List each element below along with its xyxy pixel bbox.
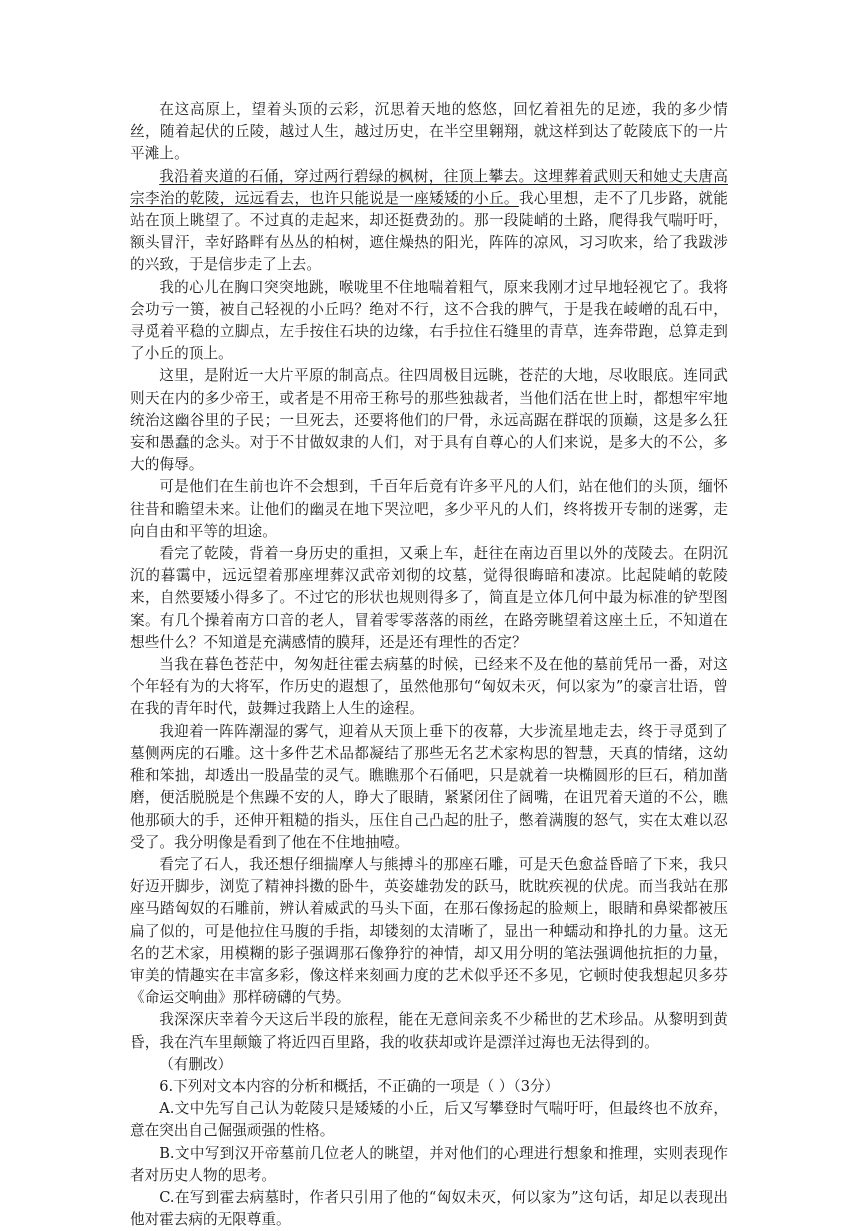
option-c: C.在写到霍去病墓时，作者只引用了他的“匈奴未灭，何以家为”这句话，却足以表现出他对霍去病的无限尊重。	[130, 1188, 728, 1229]
article-paragraph-9: 看完了石人，我还想仔细揣摩人与熊搏斗的那座石雕，可是天色愈益昏暗了下来，我只好迈开脚步，浏览了精神抖擞的卧牛，英姿雄勃发的跃马，眈眈疾视的伏虎。而当我站在那座马踏匈奴的石雕前，辨认着威武的马头下面，在那石像扬起的脸颊上，眼睛和鼻梁都被压扁了似的，可是他拉住马腹的手指，却镂刻的太清晰了，显出一种蠕动和挣扎的力量。这无名的艺术家，用模糊的影子强调那石像狰狞的神情，却又用分明的笔法强调他抗拒的力量，审美的情趣实在丰富多彩，像这样来刻画力度的艺术似乎还不多见，它顿时使我想起贝多芬《命运交响曲》那样磅礴的气势。	[130, 855, 728, 1007]
paragraph-2-rest: 我心里想，走不了几步路，就能站在顶上眺望了。不过真的走起来，却还挺费劲的。那一段陡峭的土路，爬得我气喘吁吁，额头冒汗，幸好路畔有丛丛的柏树，遮住燥热的阳光，阵阵的凉风，习习吹来，给了我跋涉的兴致，于是信步走了上去。	[130, 189, 729, 274]
article-paragraph-4: 这里，是附近一大片平原的制高点。往四周极目远眺，苍茫的大地，尽收眼底。连同武则天在内的多少帝王，或者是不用帝王称号的那些独裁者，当他们活在世上时，都想牢牢地统治这幽谷里的子民；一旦死去，还要将他们的尸骨，永远高踞在群氓的顶巅，这是多么狂妄和愚蠢的念头。对于不甘做奴隶的人们，对于具有自尊心的人们来说，是多大的不公，多大的侮辱。	[130, 367, 728, 474]
article-paragraph-3: 我的心儿在胸口突突地跳，喉咙里不住地喘着粗气，原来我刚才过早地轻视它了。我将会功亏一篑，被自己轻视的小丘吗？绝对不行，这不合我的脾气，于是我在崚嶒的乱石中，寻觅着平稳的立脚点，左手按住石块的边缘，右手拉住石缝里的青草，连奔带跑，总算走到了小丘的顶上。	[130, 278, 728, 363]
option-b: B.文中写到汉开帝墓前几位老人的眺望，并对他们的心理进行想象和推理，实则表现作者对历史人物的思考。	[130, 1144, 728, 1184]
article-paragraph-7: 当我在暮色苍茫中，匆匆赶往霍去病墓的时候，已经来不及在他的墓前凭吊一番，对这个年轻有为的大将军，作历史的遐想了，虽然他那句“匈奴未灭，何以家为”的豪言壮语，曾在我的青年时代，鼓舞过我踏上人生的途程。	[130, 656, 728, 718]
article-paragraph-1: 在这高原上，望着头顶的云彩，沉思着天地的悠悠，回忆着祖先的足迹，我的多少情丝，随着起伏的丘陵，越过人生，越过历史，在半空里翱翔，就这样到达了乾陵底下的一片平滩上。	[130, 101, 728, 163]
article-paragraph-2	[130, 166, 728, 277]
option-a: A.文中先写自己认为乾陵只是矮矮的小丘，后又写攀登时气喘吁吁，但最终也不放弃，意在突出自己倔强顽强的性格。	[130, 1100, 728, 1140]
question-stem: 6.下列对文本内容的分析和概括，不正确的一项是（ ）（3分）	[159, 1077, 560, 1095]
document-page	[130, 99, 728, 1231]
underlined-sentence: 我沿着夹道的石俑，穿过两行碧绿的枫树，往顶上攀去。这埋葬着武则天和她丈夫唐高宗李治的乾陵，远远看去，也许只能说是一座矮矮的小丘。	[130, 167, 728, 207]
edit-note: （有删改）	[159, 1055, 233, 1073]
article-paragraph-8: 我迎着一阵阵潮湿的雾气，迎着从天顶上垂下的夜幕，大步流星地走去，终于寻觅到了墓侧两庑的石雕。这十多件艺术品都凝结了那些无名艺术家构思的智慧，天真的情绪，这幼稚和笨拙，却透出一股晶莹的灵气。瞧瞧那个石俑吧，只是就着一块椭圆形的巨石，稍加凿磨，便活脱脱是个焦躁不安的人，睁大了眼睛，紧紧闭住了阔嘴，在诅咒着天道的不公，瞧他那硕大的手，还伸开粗糙的指头，压住自己凸起的肚子，憋着满腹的怒气，实在太难以忍受了。我分明像是看到了他在不住地抽噎。	[130, 722, 728, 851]
article-paragraph-5: 可是他们在生前也许不会想到，千百年后竟有许多平凡的人们，站在他们的头顶，缅怀往昔和瞻望未来。让他们的幽灵在地下哭泣吧，多少平凡的人们，终将拨开专制的迷雾，走向自由和平等的坦途。	[130, 478, 728, 540]
article-paragraph-6: 看完了乾陵，背着一身历史的重担，又乘上车，赶往在南边百里以外的茂陵去。在阴沉沉的暮霭中，远远望着那座埋葬汉武帝刘彻的坟墓，觉得很晦暗和凄凉。比起陡峭的乾陵来，自然要矮小得多了。不过它的形状也规则得多了，简直是立体几何中最为标准的铲型图案。有几个操着南方口音的老人，冒着零零落落的雨丝，在路旁眺望着这座土丘，不知道在想些什么？不知道是充满感情的膜拜，还是还有理性的否定？	[130, 545, 728, 651]
article-paragraph-10: 我深深庆幸着今天这后半段的旅程，能在无意间亲炙不少稀世的艺术珍品。从黎明到黄昏，我在汽车里颠簸了将近四百里路，我的收获却或许是漂洋过海也无法得到的。	[130, 1011, 728, 1051]
